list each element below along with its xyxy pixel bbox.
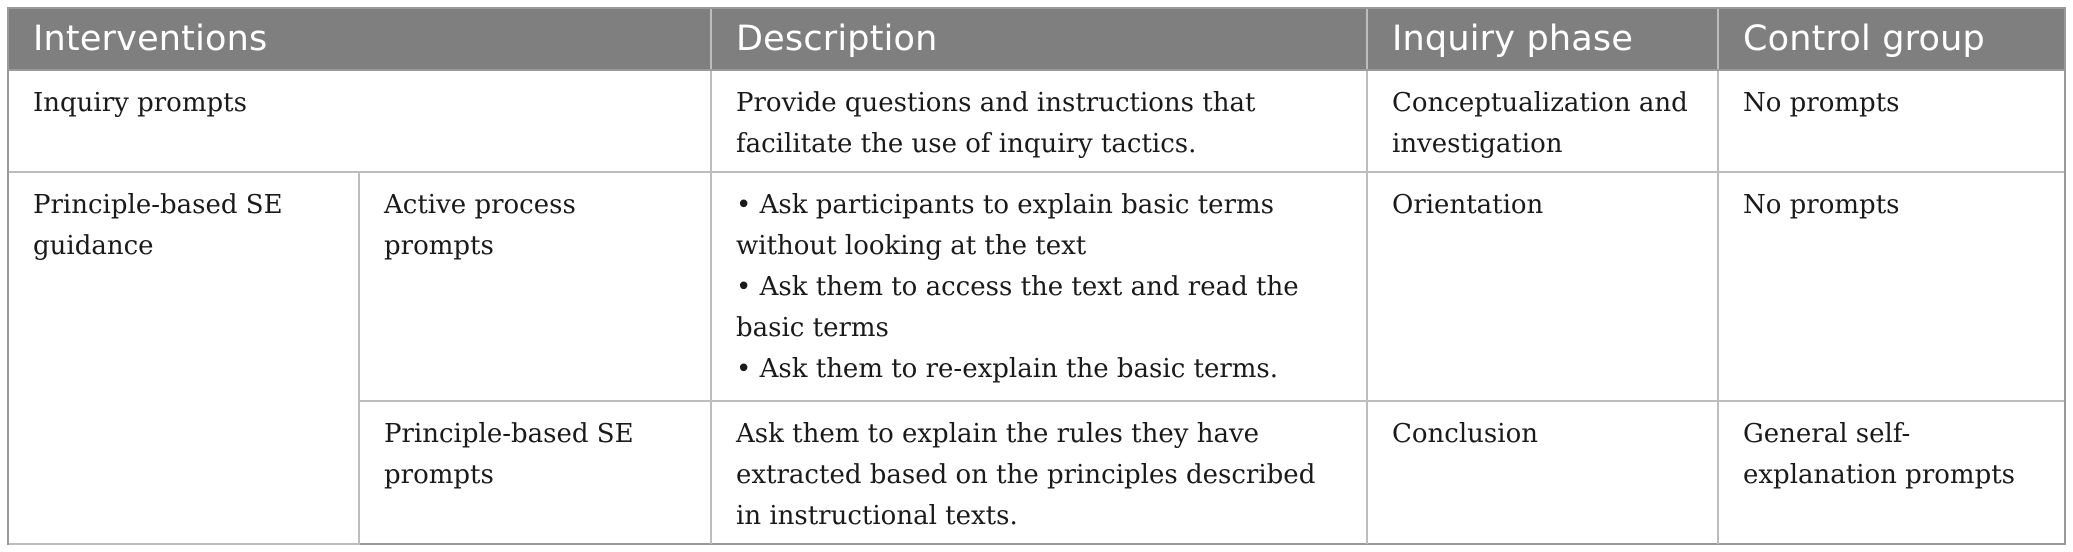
table-row: [9, 70, 2064, 172]
description-bullet: • Ask them to access the text and read the basic terms: [736, 272, 1299, 343]
cell-inquiry-phase: Conclusion: [1367, 401, 1718, 544]
cell-inquiry-phase: Conceptualization and investigation: [1367, 70, 1718, 172]
header-inquiry-phase: Inquiry phase: [1367, 9, 1718, 70]
cell-description: Ask them to explain the rules they have extracted based on the principles described in instructional texts.: [711, 401, 1367, 544]
header-interventions: Interventions: [9, 9, 711, 70]
table-body: [9, 70, 2064, 544]
header-row: [9, 9, 2064, 70]
table-row: [9, 172, 2064, 401]
interventions-table-container: [7, 7, 2066, 545]
cell-intervention-group: Principle-based SE guidance: [9, 172, 359, 544]
cell-control-group: No prompts: [1718, 70, 2064, 172]
table-header: [9, 9, 2064, 70]
description-bullet: • Ask participants to explain basic terms without looking at the text: [736, 190, 1274, 261]
header-description: Description: [711, 9, 1367, 70]
cell-sub-intervention: Active process prompts: [359, 172, 711, 401]
cell-control-group: No prompts: [1718, 172, 2064, 401]
cell-description: [711, 172, 1367, 401]
cell-description: Provide questions and instructions that facilitate the use of inquiry tactics.: [711, 70, 1367, 172]
cell-intervention: Inquiry prompts: [9, 70, 711, 172]
cell-control-group: General self-explanation prompts: [1743, 419, 2015, 490]
cell-inquiry-phase: Orientation: [1367, 172, 1718, 401]
interventions-table: [9, 9, 2064, 545]
cell-sub-intervention: Principle-based SE prompts: [359, 401, 711, 544]
header-control-group: Control group: [1718, 9, 2064, 70]
description-bullet: • Ask them to re-explain the basic terms.: [736, 354, 1279, 384]
